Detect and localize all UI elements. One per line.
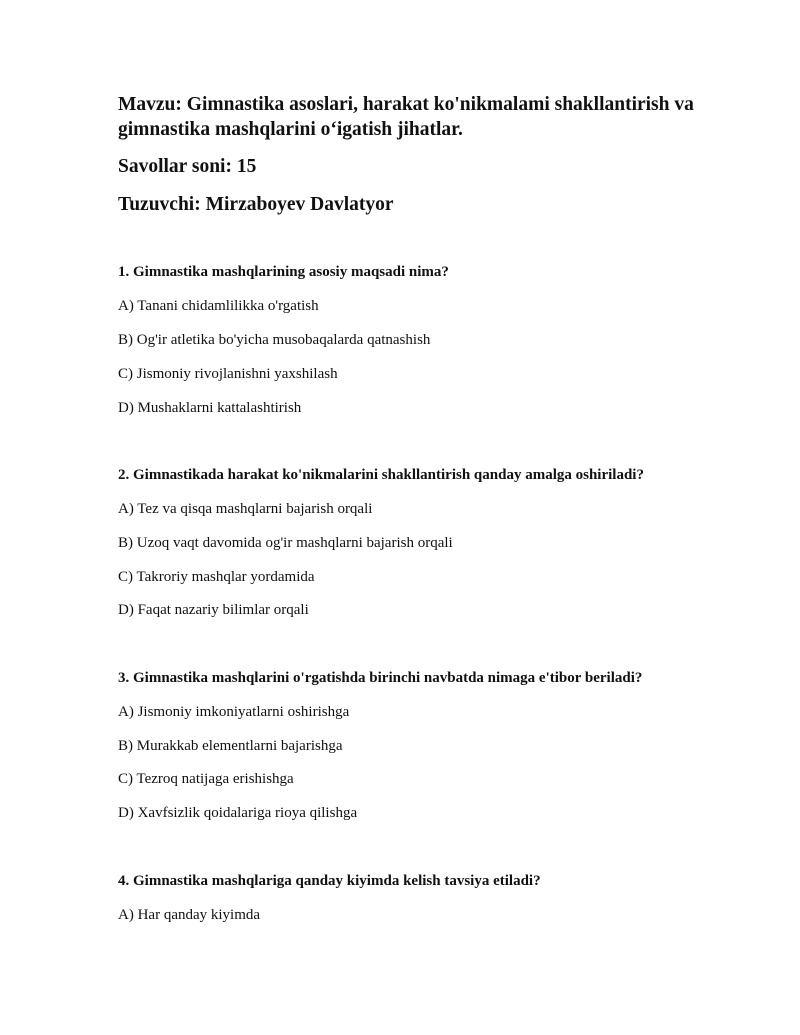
question-2-option-b: B) Uzoq vaqt davomida og'ir mashqlarni bajarish orqali — [118, 535, 453, 551]
question-1-option-b: B) Og'ir atletika bo'yicha musobaqalarda qatnashish — [118, 332, 431, 348]
question-1-option-c: C) Jismoniy rivojlanishni yaxshilash — [118, 366, 338, 382]
question-3-option-b: B) Murakkab elementlarni bajarishga — [118, 738, 343, 754]
question-3-option-d: D) Xavfsizlik qoidalariga rioya qilishga — [118, 805, 358, 821]
question-count: Savollar soni: 15 — [118, 156, 257, 177]
question-1: 1. Gimnastika mashqlarining asosiy maqsadi nima? — [118, 264, 449, 280]
question-2-option-c: C) Takroriy mashqlar yordamida — [118, 569, 315, 585]
question-3-option-c: C) Tezroq natijaga erishishga — [118, 771, 294, 787]
question-3: 3. Gimnastika mashqlarini o'rgatishda birinchi navbatda nimaga e'tibor beriladi? — [118, 670, 643, 686]
question-2-option-d: D) Faqat nazariy bilimlar orqali — [118, 602, 309, 618]
question-1-option-a: A) Tanani chidamlilikka o'rgatish — [118, 298, 319, 314]
question-3-option-a: A) Jismoniy imkoniyatlarni oshirishga — [118, 704, 350, 720]
question-1-option-d: D) Mushaklarni kattalashtirish — [118, 400, 302, 416]
question-2: 2. Gimnastikada harakat ko'nikmalarini shakllantirish qanday amalga oshiriladi? — [118, 467, 644, 483]
question-2-option-a: A) Tez va qisqa mashqlarni bajarish orqali — [118, 501, 373, 517]
author: Tuzuvchi: Mirzaboyev Davlatyor — [118, 194, 394, 215]
question-4-option-a: A) Har qanday kiyimda — [118, 907, 261, 923]
topic-title-line-2: gimnastika mashqlarini o‘igatish jihatlar. — [118, 119, 463, 140]
question-4: 4. Gimnastika mashqlariga qanday kiyimda kelish tavsiya etiladi? — [118, 873, 541, 889]
topic-title-line-1: Mavzu: Gimnastika asoslari, harakat ko'nikmalami shakllantirish va — [118, 94, 694, 115]
